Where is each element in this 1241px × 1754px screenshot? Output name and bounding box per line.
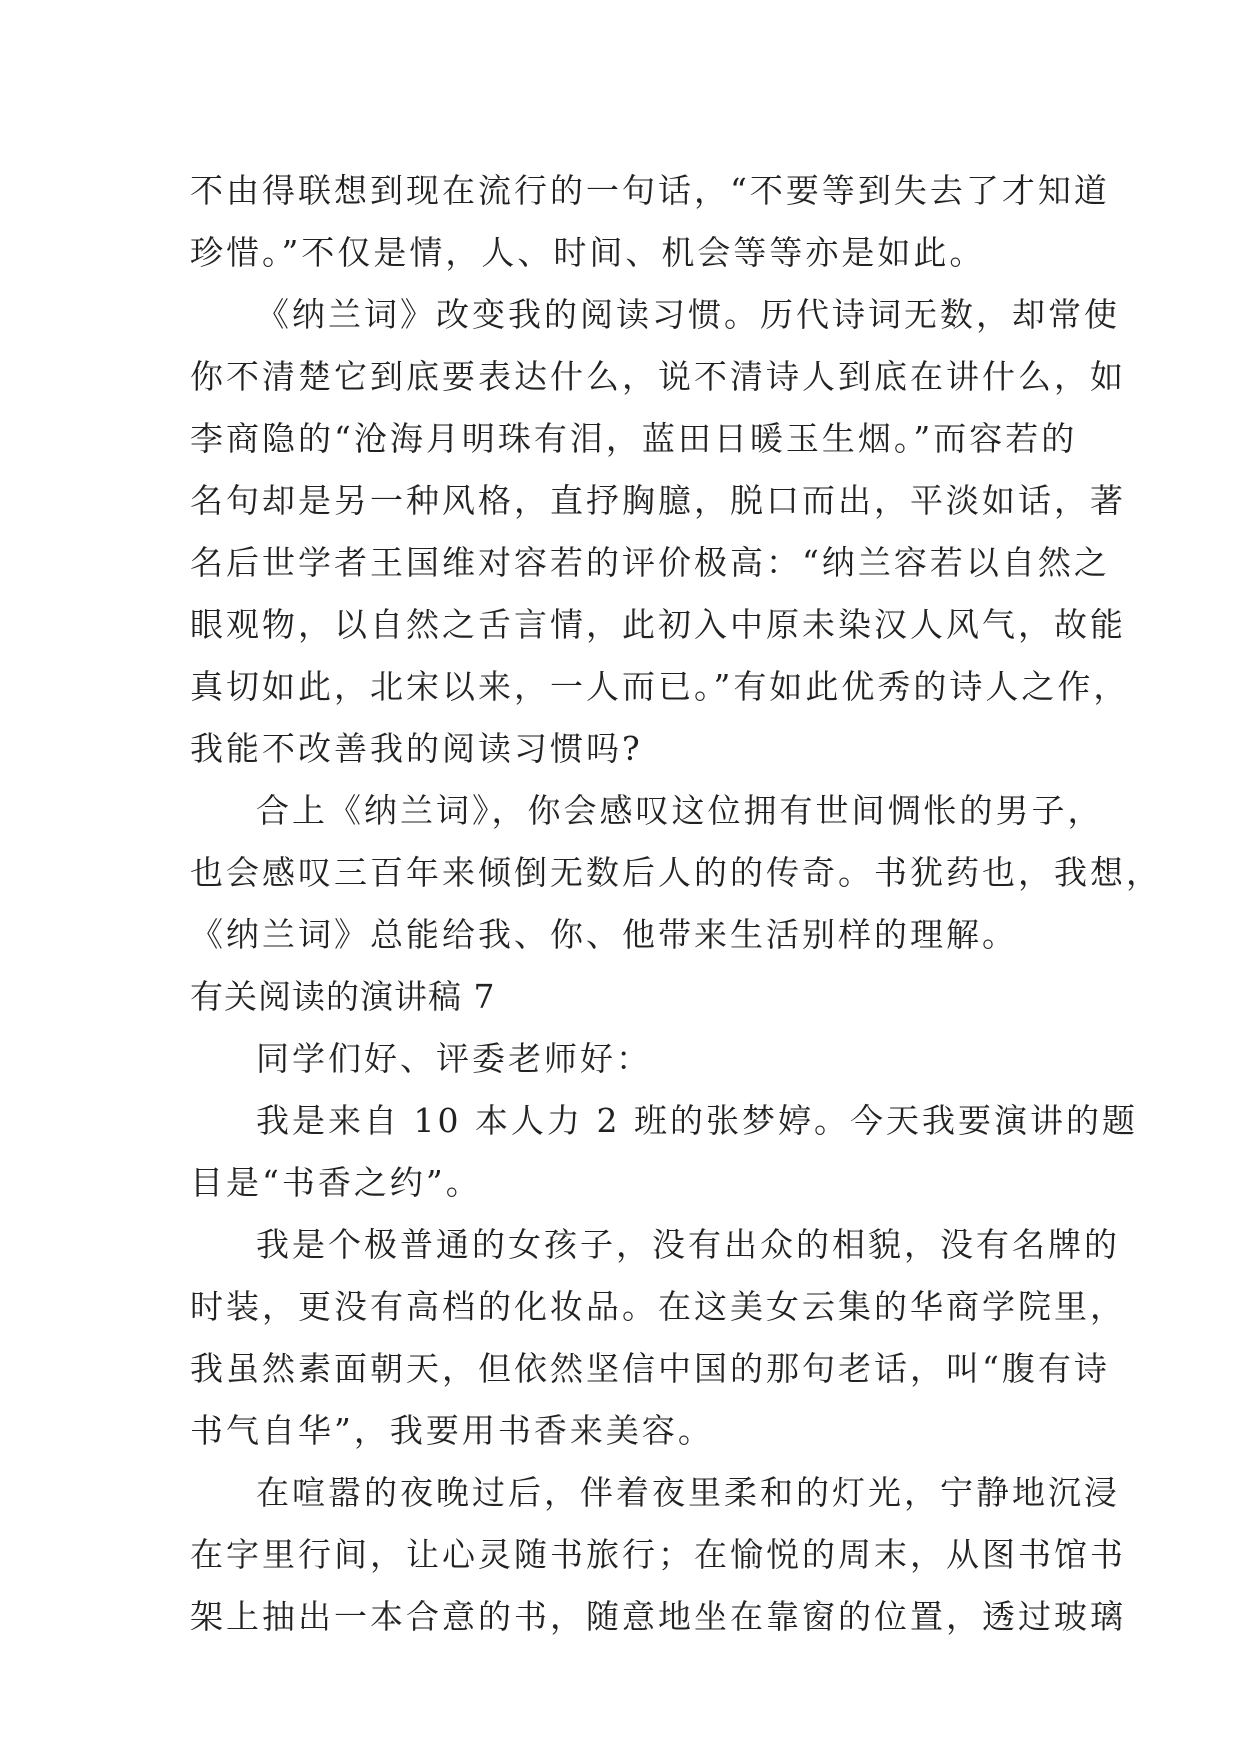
text-line: 李商隐的“沧海月明珠有泪，蓝田日暖玉生烟。”而容若的 <box>190 419 1078 458</box>
text-line: 我虽然素面朝天，但依然坚信中国的那句老话，叫“腹有诗 <box>190 1349 1110 1388</box>
greeting-line: 同学们好、评委老师好： <box>256 1039 652 1078</box>
text-line: 珍惜。”不仅是情，人、时间、机会等等亦是如此。 <box>190 233 986 272</box>
text-line: 架上抽出一本合意的书，随意地坐在靠窗的位置，透过玻璃 <box>190 1597 1126 1636</box>
section-heading: 有关阅读的演讲稿 7 <box>190 977 496 1016</box>
text-line: 目是“书香之约”。 <box>190 1163 482 1202</box>
text-line: 真切如此，北宋以来，一人而已。”有如此优秀的诗人之作， <box>190 667 1130 706</box>
text-line: 在字里行间，让心灵随书旅行；在愉悦的周末，从图书馆书 <box>190 1535 1126 1574</box>
document-body <box>190 160 1162 1648</box>
text-line: 不由得联想到现在流行的一句话，“不要等到失去了才知道 <box>190 171 1110 210</box>
text-line: 时装，更没有高档的化妆品。在这美女云集的华商学院里， <box>190 1287 1126 1326</box>
paragraph-start: 在喧嚣的夜晚过后，伴着夜里柔和的灯光，宁静地沉浸 <box>256 1473 1120 1512</box>
text-line: 你不清楚它到底要表达什么，说不清诗人到底在讲什么，如 <box>190 357 1126 396</box>
text-line: 书气自华”，我要用书香来美容。 <box>190 1411 714 1450</box>
text-line: 名后世学者王国维对容若的评价极高：“纳兰容若以自然之 <box>190 543 1110 582</box>
paragraph-start: 《纳兰词》改变我的阅读习惯。历代诗词无数，却常使 <box>256 295 1120 334</box>
text-line: 名句却是另一种风格，直抒胸臆，脱口而出，平淡如话，著 <box>190 481 1126 520</box>
text-line: 眼观物，以自然之舌言情，此初入中原未染汉人风气，故能 <box>190 605 1126 644</box>
text-line: 我能不改善我的阅读习惯吗? <box>190 729 643 768</box>
paragraph-start: 我是个极普通的女孩子，没有出众的相貌，没有名牌的 <box>256 1225 1120 1264</box>
text-line: 《纳兰词》总能给我、你、他带来生活别样的理解。 <box>190 915 1018 954</box>
paragraph-start: 合上《纳兰词》，你会感叹这位拥有世间惆怅的男子， <box>256 791 1104 830</box>
text-line: 也会感叹三百年来倾倒无数后人的的传奇。书犹药也，我想， <box>190 853 1162 892</box>
paragraph-start: 我是来自 10 本人力 2 班的张梦婷。今天我要演讲的题 <box>256 1101 1138 1140</box>
